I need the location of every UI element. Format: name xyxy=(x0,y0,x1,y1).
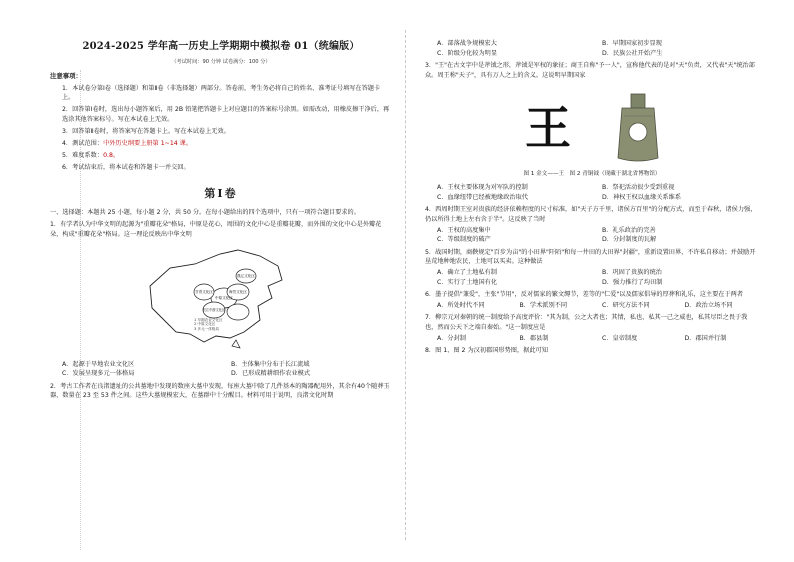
question-5-options xyxy=(425,268,759,287)
question-4-stem: 4．西周时期王室对贵族的经济依赖程度的尺寸标准，如"天子方千里，诸侯方百里"的分配方式，而至于春秋，诸侯力强，仍以所得土地上左右含于半"。这反映了当时 xyxy=(425,206,757,223)
volume-heading: 第Ⅰ卷 xyxy=(204,186,238,200)
question-7-options xyxy=(425,334,759,344)
option-d[interactable]: D．分封制度的瓦解 xyxy=(602,236,657,244)
option-d[interactable]: D．神权王权以血缘关系维系 xyxy=(602,193,682,201)
question-2-options xyxy=(425,39,759,58)
option-c[interactable]: C．阶级分化较为明显 xyxy=(437,49,498,57)
option-c[interactable]: C．发展呈现多元一体格局 xyxy=(62,370,135,378)
note-difficulty-value: 0.8。 xyxy=(103,152,120,160)
question-6-stem: 6．墨子提倡"兼爱"，主张"节用"，反对儒家的繁文缛节，差等的"仁爱"以及儒家倡导的厚葬和礼乐，这主要在于两者 xyxy=(425,291,744,299)
exam-title: 2024-2025 学年高一历史上学期期中模拟卷 01（统编版） xyxy=(82,41,360,52)
option-b[interactable]: B．主体集中分布于长江流域 xyxy=(231,360,310,368)
question-3-figures xyxy=(425,90,759,166)
china-map-figure xyxy=(140,246,290,354)
note-item: 2．回答第Ⅰ卷时，选出每小题答案后，用 2B 铅笔把答题卡上对应题目的答案标号涂黑。如需改动，用橡皮擦干净后，再选涂其他答案标号。写在本试卷上无效。 xyxy=(62,106,390,124)
option-a[interactable]: A．部落战争规模宏大 xyxy=(437,40,497,47)
option-b[interactable]: B．巩固了贵族的统治 xyxy=(602,268,662,276)
question-6-options xyxy=(425,301,759,311)
left-column xyxy=(50,30,392,540)
fig2-caption: 图 2 青铜钺（现藏于湖北省博物馆） xyxy=(569,171,661,178)
option-b[interactable]: B．礼乐政治的完善 xyxy=(602,226,656,234)
legend-item: 1 早期农业文化区 xyxy=(194,317,223,322)
exam-meta: （考试时间：90 分钟 试卷满分：100 分） xyxy=(171,58,271,65)
option-b[interactable]: B．早期国家初步显现 xyxy=(602,40,662,47)
option-c[interactable]: C．研究方法不同 xyxy=(602,301,650,309)
fig1-caption: 图 1 金文——王 xyxy=(523,171,565,178)
map-legend xyxy=(194,318,223,333)
question-3-options xyxy=(425,183,759,202)
note-item: 6．考试结束后，将本试卷和答题卡一并交回。 xyxy=(62,164,190,172)
option-a[interactable]: A．王权主要体现为对军队的控制 xyxy=(437,184,528,192)
option-b[interactable]: B．学术派别不同 xyxy=(519,301,568,309)
option-d[interactable]: D．已形成精耕细作农业模式 xyxy=(231,370,311,378)
question-4-options xyxy=(425,226,759,245)
option-a[interactable]: A．起源于旱地农业文化区 xyxy=(62,360,135,368)
option-d[interactable]: D．民族公社开始产生 xyxy=(602,49,663,57)
notes-label: 注意事项： xyxy=(50,71,82,80)
option-a[interactable]: A．分封制 xyxy=(437,334,466,342)
column-divider xyxy=(405,30,406,540)
map-label-1: 中原文化区 xyxy=(215,295,233,300)
option-b[interactable]: B．郡县制 xyxy=(519,334,549,342)
map-label-3: 长江中游文化区 xyxy=(202,307,226,312)
question-8-stem: 8．图 1、图 2 为汉初郡国形势图，据此可知 xyxy=(425,347,548,355)
right-column xyxy=(425,30,759,540)
question-7-stem: 7．柳宗元对秦朝的统一制度给予高度评价："其为制，公之大者也；其情，私也，私其一己之威也，私其尽臣之畏于我也，然而公天下之端自秦始。"这一制度应是 xyxy=(425,314,748,332)
option-c[interactable]: C．血缘纽带已经被地缘政治取代 xyxy=(437,193,528,201)
option-a[interactable]: A．王权的高度集中 xyxy=(437,226,491,234)
question-2-stem: 2．考古工作者在良渚遗址的公共墓地中发现的数座大墓中发现，每座大墓中除了几件基本的陶器配用外，其余有40个随葬玉器，数量在 23 至 53 件之间。这些大墓规模宏大，在墓群中十分醒目。材料可用于说明，良渚文化时期 xyxy=(50,382,390,400)
option-d[interactable]: D．郡国并行制 xyxy=(684,334,727,342)
option-c[interactable]: C．皇帝制度 xyxy=(602,334,638,342)
option-d[interactable]: D．强力推行了均田制 xyxy=(602,278,663,286)
question-5-stem: 5．战国时期，商鞅规定"百步为亩"的小田界"阡陌"和每一井田的大田界"封疆"，重新设置田界，不许私自移动；并鼓励开垦荒地种地农民，土地可以买卖。这种做法 xyxy=(425,248,756,266)
note-difficulty-prefix: 5．难度系数： xyxy=(62,152,104,160)
map-label-4: 燕辽文化区 xyxy=(237,273,255,278)
map-label-2: 海岱文化区 xyxy=(229,289,247,294)
legend-item: 2 中原文化区 xyxy=(194,322,216,327)
legend-item: 3 多元一体格局 xyxy=(194,327,219,332)
note-scope-prefix: 4．测试范围： xyxy=(62,140,104,148)
section-one-intro: 一、选择题：本题共 25 小题，每小题 2 分，共 50 分。在每小题给出的四个选项中，只有一项符合题目要求的。 xyxy=(50,208,360,216)
note-item: 1．本试卷分第Ⅰ卷（选择题）和第Ⅱ卷（非选择题）两部分。答卷前，考生务必将自己的姓名、准考证号填写在答题卡上。 xyxy=(62,84,381,102)
option-c[interactable]: C．实行了土地国有化 xyxy=(437,278,498,286)
map-label-5: 甘青文化区 xyxy=(195,289,213,294)
note-item: 3．回答第Ⅱ卷时，将答案写在答题卡上。写在本试卷上无效。 xyxy=(62,128,230,136)
option-b[interactable]: B．祭祀活动很少受到重视 xyxy=(602,184,675,192)
question-3-figure-caption xyxy=(425,170,759,179)
jinwen-wang-glyph: 王 xyxy=(525,100,571,155)
question-1-options xyxy=(50,360,392,379)
figure-jinwen-wang xyxy=(522,96,574,160)
exam-page xyxy=(50,30,757,540)
option-d[interactable]: D．政治立场不同 xyxy=(684,301,733,309)
bronze-yue-axe-image xyxy=(614,92,662,164)
note-scope xyxy=(50,139,392,149)
note-difficulty xyxy=(50,151,392,161)
question-3-stem: 3．"王"在古文字中是斧钺之形，斧钺是军权的象征；商王自称"予一人"，宣称他代表的是对"天"负责，又代表"天"统治部众。周王称"天子"，具有万人之上的含义。这说明早期国家 xyxy=(425,62,755,79)
question-1-stem: 1．有学者认为中华文明的起源为"重瓣花朵"格局，中原是花心，周围的文化中心是重瓣花瓣，而外围的文化中心是外瓣花朵，构成"重瓣花朵"格局。这一理论反映出中华文明 xyxy=(50,221,382,238)
option-a[interactable]: A．所处时代不同 xyxy=(437,301,485,309)
note-scope-value: 中外历史纲要上册第 1~14 课。 xyxy=(103,140,193,148)
china-map-outline xyxy=(140,246,290,354)
option-a[interactable]: A．确立了土地私有制 xyxy=(437,268,497,276)
option-c[interactable]: C．等级制度的破产 xyxy=(437,236,491,244)
